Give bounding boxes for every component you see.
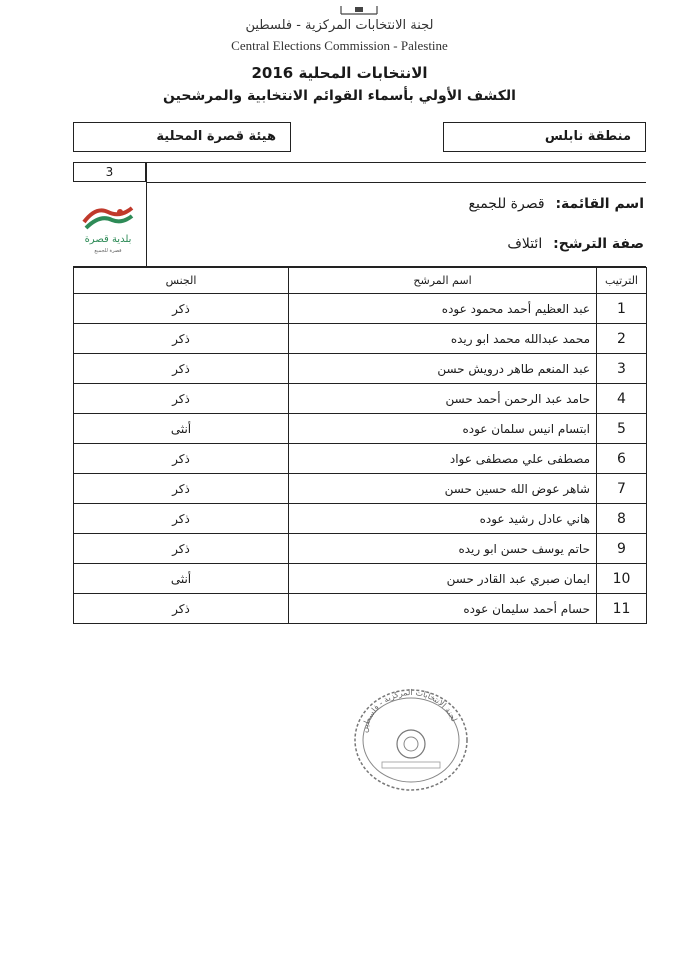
list-number-cell: 3 — [73, 162, 146, 182]
table-row — [74, 294, 647, 324]
gender-cell: ذكر — [74, 594, 289, 624]
list-type-row — [150, 236, 644, 252]
name-cell: حامد عبد الرحمن أحمد حسن — [289, 384, 597, 414]
gender-cell: ذكر — [74, 444, 289, 474]
table-row — [74, 414, 647, 444]
rank-cell: 1 — [597, 294, 647, 324]
gender-cell: ذكر — [74, 474, 289, 504]
commission-name-english: Central Elections Commission - Palestine — [231, 38, 448, 53]
divider-line — [146, 162, 147, 267]
divider-line — [146, 162, 646, 163]
gender-cell: ذكر — [74, 534, 289, 564]
table-row — [74, 504, 647, 534]
name-cell: عبد المنعم طاهر درويش حسن — [289, 354, 597, 384]
list-type-label: صفة الترشح: — [553, 236, 644, 252]
table-row — [74, 594, 647, 624]
table-row — [74, 384, 647, 414]
rank-cell: 5 — [597, 414, 647, 444]
rank-cell: 3 — [597, 354, 647, 384]
rank-cell: 8 — [597, 504, 647, 534]
table-row — [74, 354, 647, 384]
table-row — [74, 534, 647, 564]
rank-cell: 4 — [597, 384, 647, 414]
candidates-table — [73, 267, 647, 624]
document-subtitle: الكشف الأولي بأسماء القوائم الانتخابية والمرشحين — [163, 88, 516, 104]
table-row — [74, 444, 647, 474]
council-box: هيئة قصرة المحلية — [73, 122, 291, 152]
divider-line — [146, 182, 646, 183]
svg-text:لجنة الانتخابات المركزية - فلس — [360, 688, 459, 733]
gender-cell: ذكر — [74, 354, 289, 384]
table-header-row — [74, 268, 647, 294]
table-row — [74, 474, 647, 504]
rank-cell: 7 — [597, 474, 647, 504]
gender-cell: ذكر — [74, 324, 289, 354]
list-logo-icon — [76, 200, 140, 256]
gender-cell: ذكر — [74, 294, 289, 324]
name-cell: شاهر عوض الله حسين حسن — [289, 474, 597, 504]
name-cell: حسام أحمد سليمان عوده — [289, 594, 597, 624]
logo-subtitle: قصرة للجميع — [94, 248, 122, 254]
name-cell: ابتسام انيس سلمان عوده — [289, 414, 597, 444]
commission-logo-icon — [335, 4, 383, 16]
stamp-text: لجنة الانتخابات المركزية - فلسطين — [359, 688, 459, 734]
list-name-value: قصرة للجميع — [468, 196, 545, 212]
header-rank: الترتيب — [597, 268, 647, 294]
name-cell: محمد عبدالله محمد ابو ريده — [289, 324, 597, 354]
region-box: منطقة نابلس — [443, 122, 646, 152]
list-name-row — [150, 196, 644, 212]
list-name-label: اسم القائمة: — [555, 196, 644, 212]
name-cell: مصطفى علي مصطفى عواد — [289, 444, 597, 474]
name-cell: هاني عادل رشيد عوده — [289, 504, 597, 534]
table-row — [74, 324, 647, 354]
header-gender: الجنس — [74, 268, 289, 294]
commission-name-arabic: لجنة الانتخابات المركزية - فلسطين — [245, 18, 434, 33]
list-type-value: ائتلاف — [507, 236, 543, 252]
official-stamp-icon — [352, 688, 470, 793]
header-name: اسم المرشح — [289, 268, 597, 294]
rank-cell: 9 — [597, 534, 647, 564]
logo-title: بلدية قصرة — [84, 234, 132, 245]
name-cell: عبد العظيم أحمد محمود عوده — [289, 294, 597, 324]
rank-cell: 10 — [597, 564, 647, 594]
rank-cell: 2 — [597, 324, 647, 354]
name-cell: ايمان صبري عبد القادر حسن — [289, 564, 597, 594]
table-row — [74, 564, 647, 594]
rank-cell: 11 — [597, 594, 647, 624]
gender-cell: ذكر — [74, 384, 289, 414]
rank-cell: 6 — [597, 444, 647, 474]
gender-cell: ذكر — [74, 504, 289, 534]
gender-cell: أنثى — [74, 564, 289, 594]
name-cell: حاتم يوسف حسن ابو ريده — [289, 534, 597, 564]
gender-cell: أنثى — [74, 414, 289, 444]
document-title: الانتخابات المحلية 2016 — [251, 64, 428, 82]
